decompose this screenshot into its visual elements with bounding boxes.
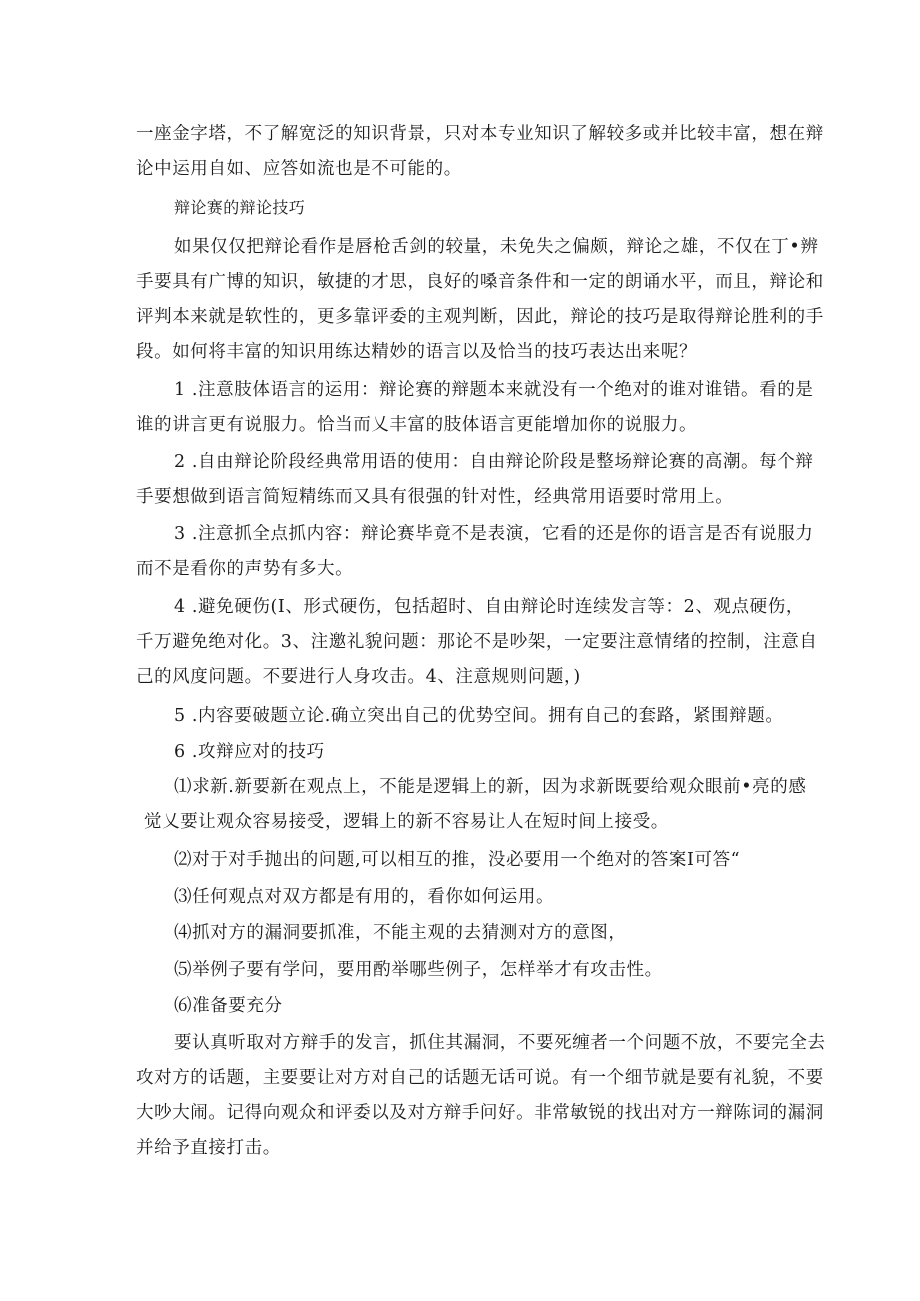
item1-line-2: 谁的讲言更有说服力。恰当而乂丰富的肢体语言更能增加你的说服力。 <box>136 415 698 435</box>
sub4-line: ⑷抓对方的漏洞要抓准，不能主观的去猜测对方的意图， <box>174 923 627 943</box>
section-title: 辩论赛的辩论技巧 <box>174 198 306 217</box>
last-para-line-2: 攻对方的话题，主要要让对方对自己的话题无话可说。有一个细节就是要有礼貌，不要 <box>136 1068 824 1088</box>
item5-line: 5 .内容要破题立论.确立突出自己的优势空间。拥有自己的套路，紧围辩题。 <box>174 706 784 726</box>
para1-line-4: 段。如何将丰富的知识用练达精妙的语言以及恰当的技巧表达出来呢？ <box>136 342 698 362</box>
sub2-line: ⑵对于对手抛出的问题,可以相互的推，没必要用一个绝对的答案I可答“ <box>174 850 741 870</box>
item4-line-1: 4 .避免硬伤(I、形式硬伤，包括超时、自由辩论时连续发言等：2、观点硬伤， <box>174 597 804 617</box>
para1-line-1: 如果仅仅把辩论看作是唇枪舌剑的较量，未免失之偏颇，辩论之雄，不仅在丁•辨 <box>174 237 819 257</box>
item6-line: 6 .攻辩应对的技巧 <box>174 742 325 762</box>
item2-line-1: 2 .自由辩论阶段经典常用语的使用：自由辩论阶段是整场辩论赛的高潮。每个辩 <box>174 452 814 472</box>
item3-line-1: 3 .注意抓全点抓内容：辩论赛毕竟不是表演，它看的还是你的语言是否有说服力 <box>174 524 814 544</box>
sub1-line-1: ⑴求新.新要新在观点上，不能是逻辑上的新，因为求新既要给观众眼前•亮的感 <box>174 777 807 797</box>
sub6-line: ⑹准备要充分 <box>174 996 283 1016</box>
intro-line-1: 一座金字塔，不了解宽泛的知识背景，只对本专业知识了解较多或并比较丰富，想在辩 <box>136 124 824 144</box>
sub1-line-2: 觉乂要让观众容易接受，逻辑上的新不容易让人在短时间上接受。 <box>144 812 669 832</box>
intro-line-2: 论中运用自如、应答如流也是不可能的。 <box>136 159 462 179</box>
item4-line-2: 千万避免绝对化。3、注邀礼貌问题：那论不是吵架，一定要注意情绪的控制，注意自 <box>136 632 818 652</box>
sub5-line: ⑸举例子要有学问，要用酌举哪些例子，怎样举才有攻击性。 <box>174 960 663 980</box>
sub3-line: ⑶任何观点对双方都是有用的，看你如何运用。 <box>174 887 555 907</box>
last-para-line-4: 并给予直接打击。 <box>136 1138 281 1158</box>
last-para-line-3: 大吵大闹。记得向观众和评委以及对方辩手问好。非常敏锐的找出对方一辩陈词的漏洞 <box>136 1103 824 1123</box>
item1-line-1: 1 .注意肢体语言的运用：辩论赛的辩题本来就没有一个绝对的谁对谁错。看的是 <box>174 380 814 400</box>
item2-line-2: 手要想做到语言简短精练而又具有很强的针对性，经典常用语要时常用上。 <box>136 487 734 507</box>
last-para-line-1: 要认真听取对方辩手的发言，抓住其漏洞，不要死缠者一个问题不放，不要完全去 <box>174 1033 826 1053</box>
para1-line-3: 评判本来就是软性的，更多靠评委的主观判断，因此，辩论的技巧是取得辩论胜利的手 <box>136 307 824 327</box>
para1-line-2: 手要具有广博的知识，敏捷的才思，良好的嗓音条件和一定的朗诵水平，而且，辩论和 <box>136 272 824 292</box>
item3-line-2: 而不是看你的声势有多大。 <box>136 559 354 579</box>
item4-line-3: 己的风度问题。不要进行人身攻击。4、注意规则问题，) <box>136 667 581 687</box>
